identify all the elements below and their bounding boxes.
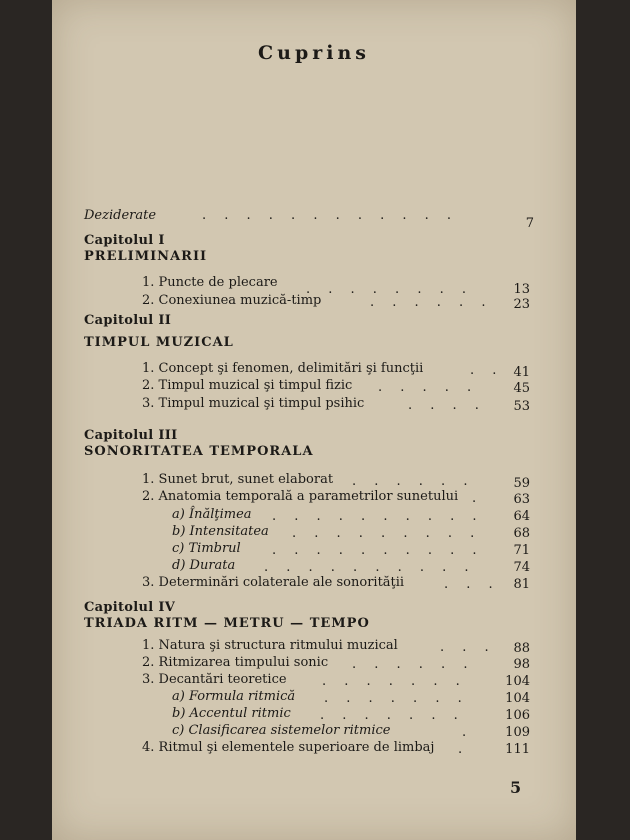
toc-entry: 1. Sunet brut, sunet elaborat	[142, 472, 334, 487]
page-ref: 74	[513, 560, 530, 575]
page-ref: 64	[513, 509, 530, 524]
toc-entry: 3. Determinări colaterale ale sonorităţii	[142, 575, 405, 590]
toc-subentry: c) Timbrul	[172, 541, 241, 556]
chapter-label: Capitolul I	[84, 233, 165, 248]
dot-leader: . . . . . . .	[322, 674, 467, 689]
dot-leader: . . . . . . . . . .	[264, 560, 476, 575]
page-ref: 104	[505, 691, 530, 706]
toc-subentry: d) Durata	[172, 558, 236, 573]
dot-leader: . . .	[440, 640, 496, 655]
dot-leader: . . . . . . .	[320, 708, 465, 723]
chapter-title: PRELIMINARII	[84, 249, 208, 264]
dot-leader: . . . . . . . . . .	[272, 543, 484, 558]
dot-leader: . . . . . . . .	[306, 282, 473, 297]
chapter-label: Capitolul III	[84, 428, 178, 443]
book-page	[52, 0, 576, 840]
toc-entry: 1. Puncte de plecare	[142, 275, 278, 290]
dot-leader: . . . . . . . . .	[292, 526, 482, 541]
dot-leader: . . . . . . .	[324, 691, 469, 706]
dot-leader: . . .	[444, 577, 500, 592]
page-ref: 104	[505, 674, 530, 689]
page-ref: 13	[513, 282, 530, 297]
toc-entry: 1. Concept şi fenomen, delimitări şi funcţii	[142, 361, 424, 376]
dot-leader: . . . .	[408, 398, 486, 413]
page-ref: 53	[513, 399, 530, 414]
dot-leader: . . . . . .	[352, 474, 475, 489]
page-ref: 71	[513, 543, 530, 558]
toc-subentry: a) Formula ritmică	[172, 689, 296, 704]
dot-leader: . . . . . . . . . .	[272, 509, 484, 524]
page-ref: 23	[513, 297, 530, 312]
page-ref: 59	[513, 476, 530, 491]
dot-leader: . . . . . .	[352, 657, 475, 672]
toc-entry: 3. Decantări teoretice	[142, 672, 287, 687]
page-ref: 68	[513, 526, 530, 541]
toc-entry: 1. Natura şi structura ritmului muzical	[142, 638, 398, 653]
page-number: 5	[510, 778, 522, 797]
page-ref: 98	[513, 657, 530, 672]
toc-entry: 3. Timpul muzical şi timpul psihic	[142, 396, 365, 411]
page-ref: 106	[505, 708, 530, 723]
toc-entry: 4. Ritmul şi elementele superioare de limbaj	[142, 740, 435, 755]
toc-entry: 2. Anatomia temporală a parametrilor sunetului	[142, 489, 459, 504]
page-ref: 41	[513, 365, 530, 380]
chapter-title: SONORITATEA TEMPORALA	[84, 444, 314, 459]
chapter-label: Capitolul II	[84, 313, 172, 328]
dot-leader: .	[472, 491, 484, 506]
page-ref: 63	[513, 492, 530, 507]
dot-leader: . . . . .	[378, 380, 479, 395]
toc-entry: 2. Timpul muzical şi timpul fizic	[142, 378, 353, 393]
dot-leader: . . . . . .	[370, 295, 493, 310]
toc-entry-deziderate: Deziderate	[84, 208, 157, 223]
dot-leader: . .	[470, 363, 504, 378]
chapter-label: Capitolul IV	[84, 600, 176, 615]
dot-leader: .	[462, 725, 474, 740]
chapter-title: TIMPUL MUZICAL	[84, 335, 234, 350]
toc-subentry: b) Accentul ritmic	[172, 706, 291, 721]
page-ref: 7	[525, 216, 534, 231]
page-ref: 45	[513, 381, 530, 396]
page-title: Cuprins	[258, 42, 370, 64]
page-ref: 88	[513, 641, 530, 656]
dot-leader: .	[458, 742, 470, 757]
dot-leader: . . . . . . . . . . . .	[202, 208, 459, 223]
chapter-title: TRIADA RITM — METRU — TEMPO	[84, 616, 370, 631]
toc-entry: 2. Ritmizarea timpului sonic	[142, 655, 329, 670]
toc-subentry: b) Intensitatea	[172, 524, 269, 539]
page-ref: 81	[513, 577, 530, 592]
page-ref: 109	[505, 725, 530, 740]
toc-subentry: c) Clasificarea sistemelor ritmice	[172, 723, 391, 738]
page-ref: 111	[505, 742, 530, 757]
toc-subentry: a) Înălţimea	[172, 507, 252, 522]
toc-entry: 2. Conexiunea muzică-timp	[142, 293, 322, 308]
